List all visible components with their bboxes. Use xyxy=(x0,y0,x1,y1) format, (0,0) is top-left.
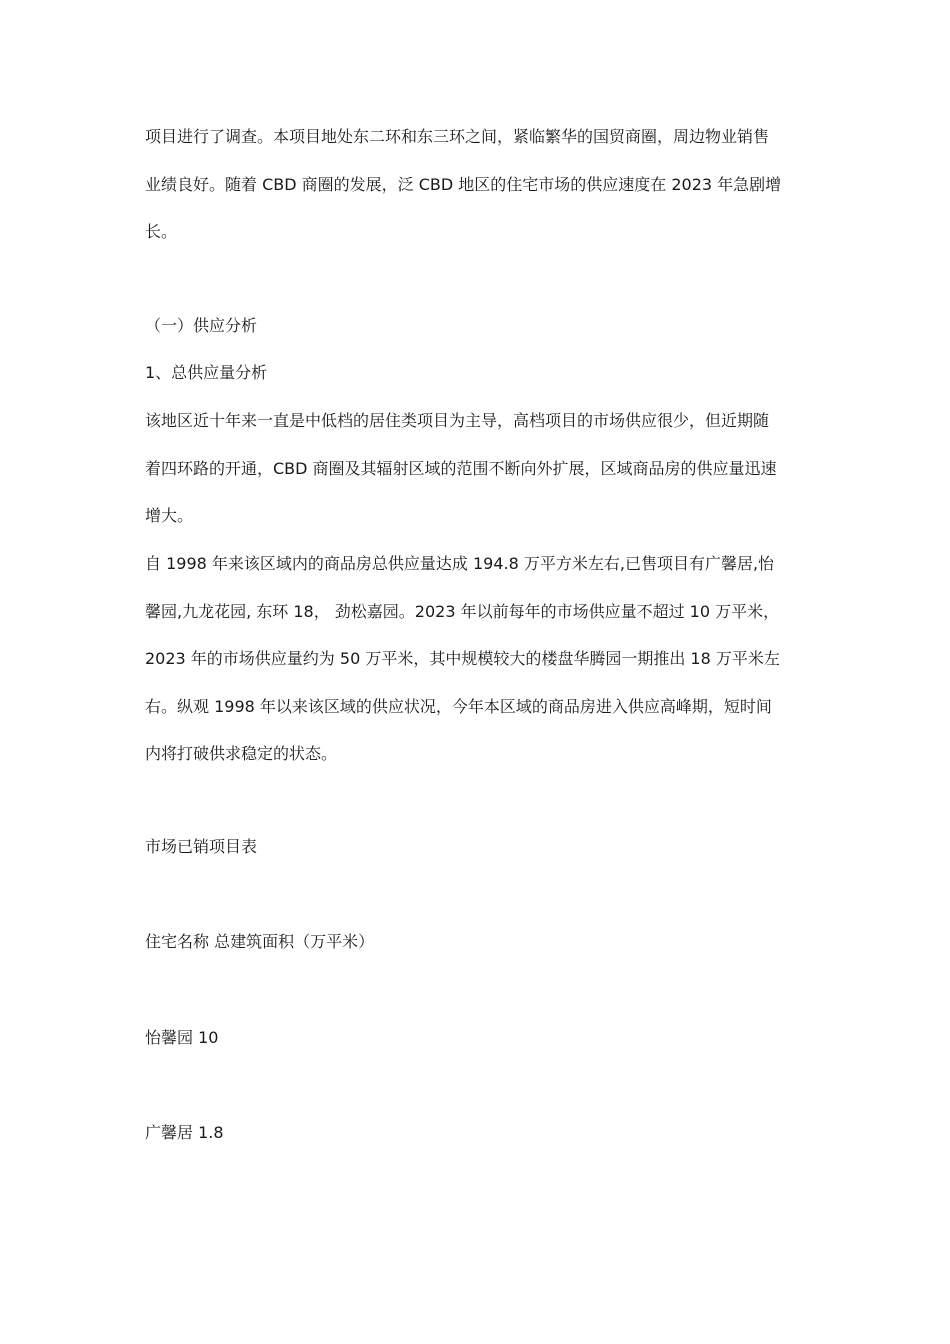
supply-paragraph-1 xyxy=(145,397,810,540)
table-header: 住宅名称 总建筑面积（万平米） xyxy=(145,932,375,951)
intro-paragraph xyxy=(145,113,810,256)
paragraph-line: 2023 年的市场供应量约为 50 万平米，其中规模较大的楼盘华腾园一期推出 18 万平米左 xyxy=(145,649,780,668)
paragraph-line: 增大。 xyxy=(145,506,194,525)
intro-line: 项目进行了调查。本项目地处东二环和东三环之间，紧临繁华的国贸商圈，周边物业销售 xyxy=(145,127,770,146)
supply-paragraph-2 xyxy=(145,540,810,778)
table-row: 广馨居 1.8 xyxy=(145,1123,224,1142)
paragraph-line: 馨园,九龙花园, 东环 18， 劲松嘉园。2023 年以前每年的市场供应量不超过 10 万平米， xyxy=(145,601,780,621)
paragraph-line: 自 1998 年来该区域内的商品房总供应量达成 194.8 万平方米左右,已售项目有广馨居,怡 xyxy=(145,554,775,573)
intro-line: 业绩良好。随着 CBD 商圈的发展，泛 CBD 地区的住宅市场的供应速度在 2023 年急剧增 xyxy=(145,174,782,194)
paragraph-line: 右。纵观 1998 年以来该区域的供应状况，今年本区域的商品房进入供应高峰期，短时间 xyxy=(145,696,772,716)
table-title: 市场已销项目表 xyxy=(145,837,258,856)
table-row: 怡馨园 10 xyxy=(145,1028,219,1047)
paragraph-line: 该地区近十年来一直是中低档的居住类项目为主导，高档项目的市场供应很少，但近期随 xyxy=(145,411,770,430)
paragraph-line: 着四环路的开通，CBD 商圈及其辐射区域的范围不断向外扩展，区域商品房的供应量迅速 xyxy=(145,458,777,478)
intro-line: 长。 xyxy=(145,222,178,241)
section-heading: （一）供应分析 xyxy=(145,316,258,335)
subsection-heading: 1、总供应量分析 xyxy=(145,363,268,382)
paragraph-line: 内将打破供求稳定的状态。 xyxy=(145,744,338,763)
